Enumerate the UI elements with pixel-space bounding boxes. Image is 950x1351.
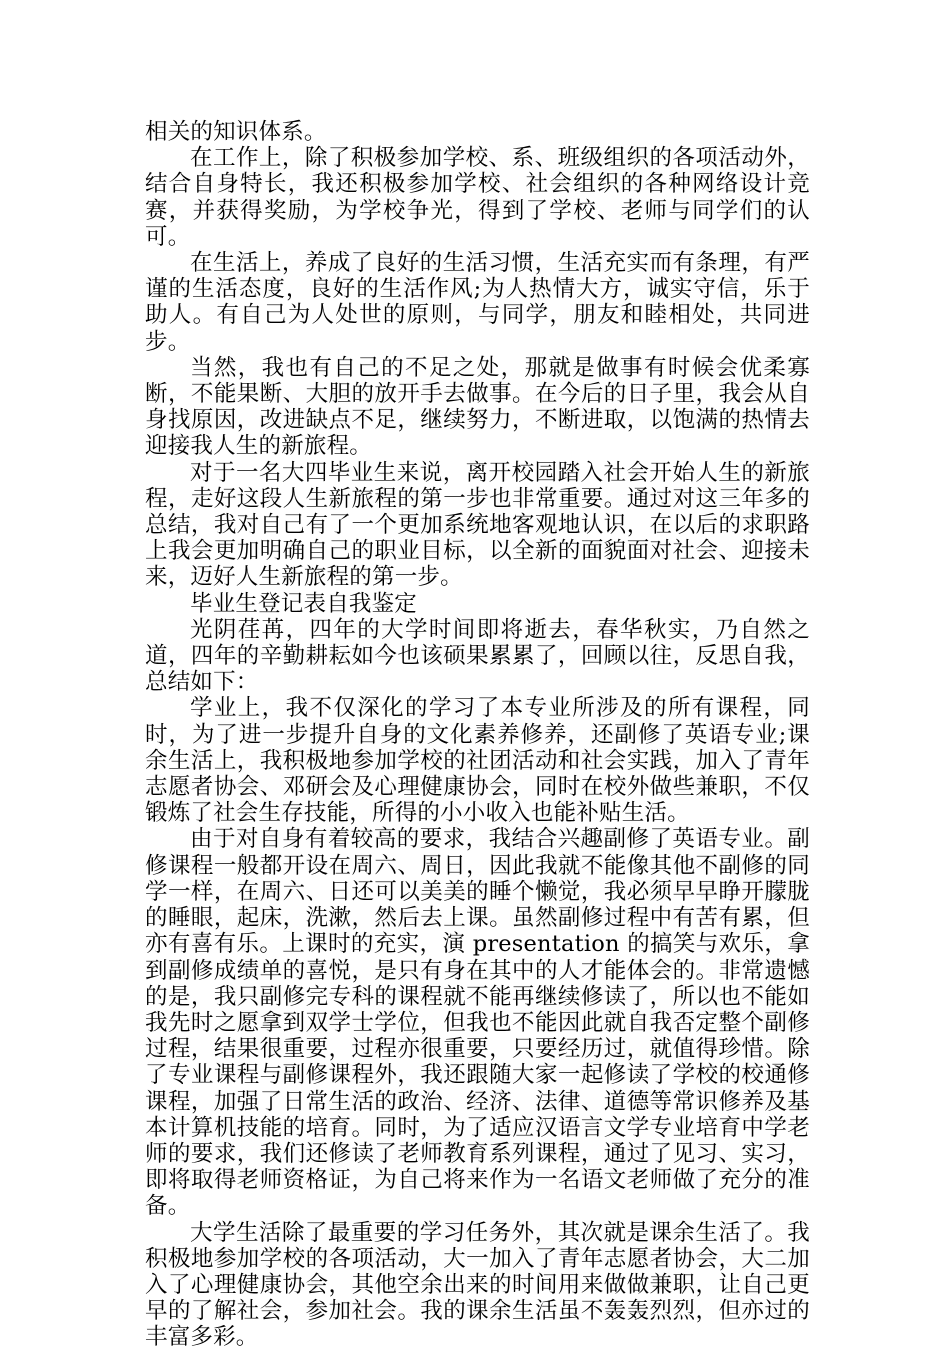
section-heading: 毕业生登记表自我鉴定 xyxy=(190,590,418,617)
paragraph-life: 在生活上，养成了良好的生活习惯，生活充实而有条理，有严谨的生活态度，良好的生活作风;为人热情大方，诚实守信，乐于助人。有自己为人处世的原则，与同学，朋友和睦相处，共同进步。 xyxy=(145,250,810,355)
paragraph-minor: 由于对自身有着较高的要求，我结合兴趣副修了英语专业。副修课程一般都开设在周六、周日，因此我就不能像其他不副修的同学一样，在周六、日还可以美美的睡个懒觉，我必须早早睁开朦胧的睡眼，起床，洗漱，然后去上课。虽然副修过程中有苦有累，但亦有喜有乐。上课时的充实，演 presentation 的搞笑与欢乐，拿到副修成绩单的喜悦，是只有身在其中的人才能体会的。非常遗憾的是，我只副修完专科的课程就不能再继续修读了，所以也不能如我先时之愿拿到双学士学位，但我也不能因此就自我否定整个副修过程，结果很重要，过程亦很重要，只要经历过，就值得珍惜。除了专业课程与副修课程外，我还跟随大家一起修读了学校的校通修课程，加强了日常生活的政治、经济、法律、道德等常识修养及基本计算机技能的培育。同时，为了适应汉语言文学专业培育中学老师的要求，我们还修读了老师教育系列课程，通过了见习、实习，即将取得老师资格证，为自己将来作为一名语文老师做了充分的准备。 xyxy=(145,826,810,1220)
paragraph-work: 在工作上，除了积极参加学校、系、班级组织的各项活动外，结合自身特长，我还积极参加学校、社会组织的各种网络设计竞赛，并获得奖励，为学校争光，得到了学校、老师与同学们的认可。 xyxy=(145,145,810,250)
paragraph-graduate-outlook: 对于一名大四毕业生来说，离开校园踏入社会开始人生的新旅程，走好这段人生新旅程的第一步也非常重要。通过对这三年多的总结，我对自己有了一个更加系统地客观地认识，在以后的求职路上我会更加明确自己的职业目标，以全新的面貌面对社会、迎接未来，迈好人生新旅程的第一步。 xyxy=(145,459,810,591)
paragraph-intro: 光阴荏苒，四年的大学时间即将逝去，春华秋实，乃自然之道，四年的辛勤耕耘如今也该硕果累累了，回顾以往，反思自我，总结如下： xyxy=(145,616,810,696)
paragraph-studies: 学业上，我不仅深化的学习了本专业所涉及的所有课程，同时，为了进一步提升自身的文化素养修养，还副修了英语专业;课余生活上，我积极地参加学校的社团活动和社会实践，加入了青年志愿者协会、邓研会及心理健康协会，同时在校外做些兼职，不仅锻炼了社会生存技能，所得的小小收入也能补贴生活。 xyxy=(145,695,810,827)
document-body xyxy=(145,119,810,1351)
paragraph-extracurricular: 大学生活除了最重要的学习任务外，其次就是课余生活了。我积极地参加学校的各项活动，大一加入了青年志愿者协会，大二加入了心理健康协会，其他空余出来的时间用来做做兼职，让自己更早的了解社会，参加社会。我的课余生活虽不轰轰烈烈，但亦过的丰富多彩。 xyxy=(145,1219,810,1351)
paragraph-continuation: 相关的知识体系。 xyxy=(145,119,327,145)
paragraph-shortcomings: 当然，我也有自己的不足之处，那就是做事有时候会优柔寡断，不能果断、大胆的放开手去做事。在今后的日子里，我会从自身找原因，改进缺点不足，继续努力，不断进取，以饱满的热情去迎接我人生的新旅程。 xyxy=(145,354,810,460)
